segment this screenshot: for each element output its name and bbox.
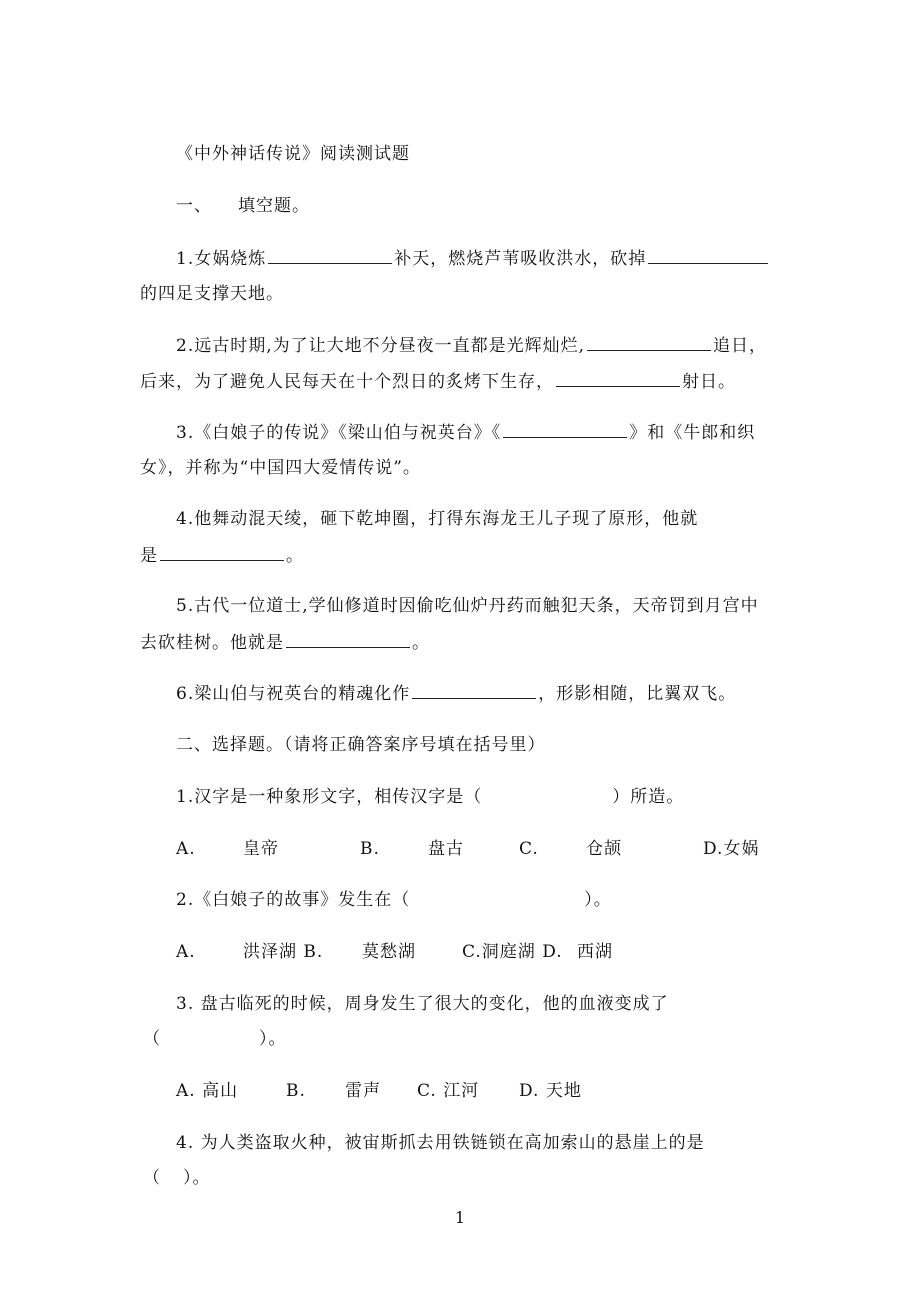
option-text: 盘古 (428, 839, 464, 859)
question-text: 去砍桂树。他就是 (140, 633, 284, 653)
option-label[interactable]: B. (286, 1081, 306, 1101)
fill-question-3-line-2: 女》，并称为“中国四大爱情传说”。 (140, 458, 421, 478)
choice-question-3-paren (143, 1028, 287, 1050)
question-text: ）。 (259, 1029, 287, 1049)
option-text: D. 天地 (519, 1081, 582, 1101)
answer-blank[interactable] (268, 247, 392, 264)
option-text: 西湖 (577, 942, 613, 962)
answer-blank[interactable] (648, 247, 768, 264)
fill-question-2-line-1 (176, 334, 767, 357)
question-text: 追日， (713, 336, 768, 356)
question-text: 补天，燃烧芦苇吸收洪水，砍掉 (394, 249, 647, 269)
option-label[interactable]: A. (176, 839, 196, 859)
answer-blank[interactable] (556, 370, 680, 387)
fill-question-4-line-2 (140, 544, 304, 567)
answer-blank[interactable] (503, 421, 627, 438)
option-label[interactable]: D.女娲 (703, 839, 760, 859)
option-text: 莫愁湖 (362, 942, 416, 962)
question-text: 6.梁山伯与祝英台的精魂化作 (176, 684, 411, 704)
question-text: 3.《白娘子的传说》《梁山伯与祝英台》《 (176, 423, 502, 443)
question-text: 2.远古时期,为了让大地不分昼夜一直都是光辉灿烂, (176, 336, 586, 356)
fill-question-1-line-2: 的四足支撑天地。 (140, 284, 284, 304)
option-text: A. 高山 (176, 1081, 239, 1101)
fill-question-2-line-2 (140, 370, 736, 393)
option-label[interactable]: C. (519, 839, 539, 859)
document-title: 《中外神话传说》阅读测试题 (176, 144, 410, 164)
choice-question-1-stem (176, 786, 684, 808)
fill-question-3-line-1 (176, 421, 755, 444)
question-text: 》和《牛郎和织 (629, 423, 756, 443)
option-label[interactable]: A. (176, 942, 196, 962)
question-text: 。 (286, 546, 304, 566)
question-text: ，形影相随，比翼双飞。 (538, 684, 737, 704)
answer-blank[interactable] (412, 682, 536, 699)
answer-blank[interactable] (587, 334, 711, 351)
answer-blank[interactable] (160, 544, 284, 561)
choice-question-2-stem (176, 889, 612, 911)
answer-blank[interactable] (286, 631, 410, 648)
page-number: 1 (454, 1208, 466, 1227)
question-text: （ (143, 1168, 161, 1188)
question-text: 1.汉字是一种象形文字，相传汉字是（ (176, 787, 483, 807)
fill-question-5-line-2 (140, 631, 430, 654)
question-text: 后来，为了避免人民每天在十个烈日的炙烤下生存， (140, 372, 554, 392)
question-text: 2.《白娘子的故事》发生在（ (176, 890, 411, 910)
question-text: （ (143, 1029, 161, 1049)
fill-question-1-line-1 (176, 247, 770, 270)
question-text: 1.女娲烧炼 (176, 249, 267, 269)
fill-question-5-line-1: 5.古代一位道士,学仙修道时因偷吃仙炉丹药而触犯天条，天帝罚到月宫中 (176, 596, 759, 616)
question-text: 是 (140, 546, 158, 566)
question-text: 射日。 (682, 372, 736, 392)
option-label[interactable]: B. (360, 839, 380, 859)
option-text: 洪泽湖 B. (243, 942, 324, 962)
option-text: 仓颉 (586, 839, 622, 859)
question-text: ）。 (183, 1168, 211, 1188)
section1-heading-number: 一、 (176, 196, 212, 216)
question-text: ）。 (584, 890, 612, 910)
option-text: 皇帝 (243, 839, 279, 859)
section2-heading: 二、选择题。（请将正确答案序号填在括号里） (176, 735, 546, 755)
option-text: C.洞庭湖 D. (462, 942, 563, 962)
option-text: C. 江河 (417, 1081, 480, 1101)
choice-question-3-stem: 3. 盘古临死的时候，周身发生了很大的变化，他的血液变成了 (176, 994, 669, 1014)
section1-heading-text: 填空题。 (238, 196, 310, 216)
option-text: 雷声 (345, 1081, 381, 1101)
question-text: ）所造。 (612, 787, 685, 807)
choice-question-4-stem: 4. 为人类盗取火种，被宙斯抓去用铁链锁在高加索山的悬崖上的是 (176, 1133, 705, 1153)
question-text: 。 (412, 633, 430, 653)
choice-question-4-paren (143, 1167, 211, 1189)
fill-question-6 (176, 682, 736, 705)
section1-heading (176, 195, 310, 217)
fill-question-4-line-1: 4.他舞动混天绫，砸下乾坤圈，打得东海龙王儿子现了原形，他就 (176, 509, 699, 529)
